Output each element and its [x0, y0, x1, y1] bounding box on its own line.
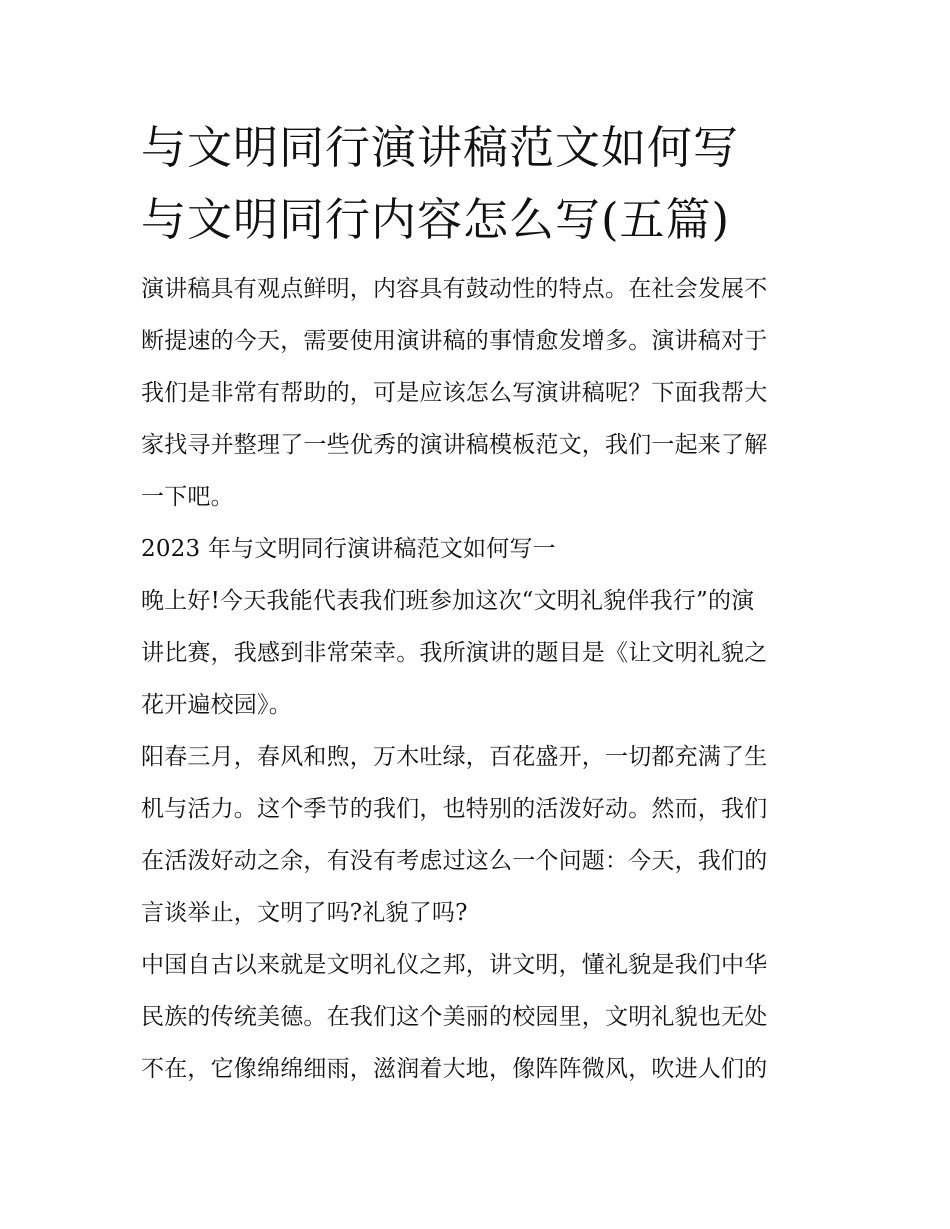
body-line: 晚上好!今天我能代表我们班参加这次“文明礼貌伴我行”的演	[141, 588, 755, 614]
body-line: 讲比赛，我感到非常荣幸。我所演讲的题目是《让文明礼貌之	[141, 640, 768, 666]
document-title	[141, 112, 821, 256]
body-line: 中国自古以来就是文明礼仪之邦，讲文明，懂礼貌是我们中华	[141, 952, 768, 978]
body-line: 言谈举止，文明了吗?礼貌了吗?	[141, 900, 468, 926]
body-line: 在活泼好动之余，有没有考虑过这么一个问题：今天，我们的	[141, 848, 768, 874]
body-line: 机与活力。这个季节的我们，也特别的活泼好动。然而，我们	[141, 796, 768, 822]
body-line: 花开遍校园》。	[141, 692, 292, 718]
body-line: 不在，它像绵绵细雨，滋润着大地，像阵阵微风，吹进人们的	[141, 1056, 768, 1082]
intro-paragraph	[141, 263, 821, 523]
intro-line: 断提速的今天，需要使用演讲稿的事情愈发增多。演讲稿对于	[141, 328, 768, 354]
body-line: 民族的传统美德。在我们这个美丽的校园里，文明礼貌也无处	[141, 1004, 768, 1030]
body-line: 阳春三月，春风和煦，万木吐绿，百花盛开，一切都充满了生	[141, 744, 768, 770]
intro-line: 我们是非常有帮助的，可是应该怎么写演讲稿呢？下面我帮大	[141, 380, 768, 406]
intro-line: 一下吧。	[141, 484, 234, 510]
body-text	[141, 575, 821, 1095]
document-page	[141, 112, 821, 1095]
title-line-1: 与文明同行演讲稿范文如何写	[141, 121, 740, 174]
section-heading: 2023 年与文明同行演讲稿范文如何写一	[141, 536, 556, 562]
title-line-2: 与文明同行内容怎么写(五篇)	[141, 193, 731, 246]
intro-line: 家找寻并整理了一些优秀的演讲稿模板范文，我们一起来了解	[141, 432, 768, 458]
intro-line: 演讲稿具有观点鲜明，内容具有鼓动性的特点。在社会发展不	[141, 276, 768, 302]
